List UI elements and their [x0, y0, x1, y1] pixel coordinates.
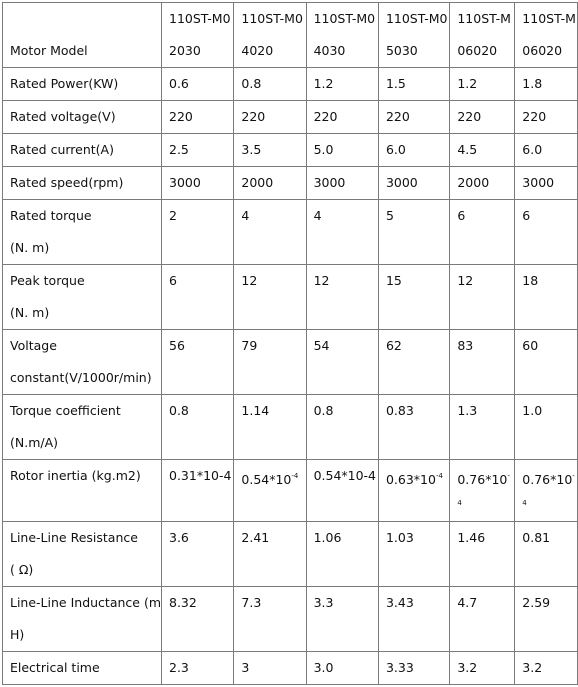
row-label: Rated speed(rpm)	[3, 167, 162, 200]
table-cell: 6	[515, 200, 578, 265]
table-cell: 220	[378, 101, 449, 134]
table-cell: 3000	[162, 167, 234, 200]
table-cell: 220	[162, 101, 234, 134]
table-cell: 1.06	[306, 522, 378, 587]
table-cell: 220	[450, 101, 515, 134]
table-cell: 12	[234, 265, 306, 330]
table-cell: 6.0	[515, 134, 578, 167]
table-cell	[234, 460, 306, 522]
table-cell: 0.81	[515, 522, 578, 587]
table-cell: 0.83	[378, 395, 449, 460]
table-cell: 1.14	[234, 395, 306, 460]
row-label	[3, 395, 162, 460]
table-cell: 3	[234, 652, 306, 685]
row-label-line2: (N. m)	[10, 305, 50, 320]
row-label: Electrical time	[3, 652, 162, 685]
table-row	[3, 265, 578, 330]
row-label-line1: Line-Line Inductance (m	[10, 595, 161, 610]
table-cell: 0.8	[306, 395, 378, 460]
table-cell: 1.0	[515, 395, 578, 460]
row-label: Rated current(A)	[3, 134, 162, 167]
header-label-cell	[3, 3, 162, 68]
table-cell: 1.03	[378, 522, 449, 587]
table-cell: 4.5	[450, 134, 515, 167]
model-name-line1: 110ST-M0	[241, 11, 303, 26]
table-row	[3, 68, 578, 101]
table-row	[3, 460, 578, 522]
table-row	[3, 101, 578, 134]
table-cell: 3.43	[378, 587, 449, 652]
table-cell: 2.41	[234, 522, 306, 587]
row-label: Rated Power(KW)	[3, 68, 162, 101]
table-cell: 1.3	[450, 395, 515, 460]
model-name-line1: 110ST-M	[522, 11, 576, 26]
motor-spec-table	[2, 2, 578, 685]
table-row	[3, 134, 578, 167]
table-cell: 83	[450, 330, 515, 395]
model-header-cell	[515, 3, 578, 68]
table-cell: 1.46	[450, 522, 515, 587]
table-row	[3, 167, 578, 200]
row-label-line2: H)	[10, 627, 25, 642]
inertia-value: 0.31*10-4	[169, 468, 232, 483]
row-label-line1: Torque coefficient	[10, 403, 121, 418]
model-name-line1: 110ST-M0	[169, 11, 231, 26]
table-cell: 3000	[378, 167, 449, 200]
table-cell: 7.3	[234, 587, 306, 652]
table-cell	[162, 460, 234, 522]
table-cell: 3.2	[515, 652, 578, 685]
row-label-line2: (N.m/A)	[10, 435, 59, 450]
table-cell: 3.6	[162, 522, 234, 587]
row-label	[3, 587, 162, 652]
table-row	[3, 330, 578, 395]
model-name-line2: 2030	[169, 43, 201, 58]
table-cell: 220	[306, 101, 378, 134]
row-label	[3, 265, 162, 330]
table-cell	[378, 460, 449, 522]
table-cell: 2.59	[515, 587, 578, 652]
table-cell: 3000	[515, 167, 578, 200]
model-name-line1: 110ST-M0	[313, 11, 376, 26]
table-cell	[450, 460, 515, 522]
table-row	[3, 200, 578, 265]
table-cell: 0.6	[162, 68, 234, 101]
table-cell: 1.2	[450, 68, 515, 101]
inertia-exponent-wrap: 4	[522, 499, 527, 507]
table-cell: 0.8	[162, 395, 234, 460]
model-header-cell	[306, 3, 378, 68]
table-cell: 5.0	[306, 134, 378, 167]
table-cell: 8.32	[162, 587, 234, 652]
header-label: Motor Model	[10, 43, 88, 58]
table-cell: 2.5	[162, 134, 234, 167]
table-cell: 6	[162, 265, 234, 330]
row-label	[3, 522, 162, 587]
table-cell: 3000	[306, 167, 378, 200]
table-cell: 2.3	[162, 652, 234, 685]
table-cell: 62	[378, 330, 449, 395]
inertia-value: 0.63*10	[385, 472, 436, 487]
table-cell: 220	[234, 101, 306, 134]
row-label-line1: Line-Line Resistance	[10, 530, 138, 545]
row-label-line2: (N. m)	[10, 240, 50, 255]
model-name-line1: 110ST-M	[457, 11, 511, 26]
table-cell: 4	[234, 200, 306, 265]
inertia-value: 0.54*10-4	[313, 468, 377, 483]
table-cell: 79	[234, 330, 306, 395]
inertia-exponent: -	[507, 472, 510, 480]
table-cell: 3.2	[450, 652, 515, 685]
table-cell: 3.5	[234, 134, 306, 167]
table-cell: 15	[378, 265, 449, 330]
table-cell: 12	[306, 265, 378, 330]
inertia-value: 0.76*10	[457, 472, 508, 487]
table-cell: 4	[306, 200, 378, 265]
model-name-line2: 06020	[457, 43, 498, 58]
table-cell: 4.7	[450, 587, 515, 652]
row-label	[3, 200, 162, 265]
row-label-line1: Rated torque	[10, 208, 92, 223]
inertia-value: 0.54*10	[241, 472, 292, 487]
table-cell: 18	[515, 265, 578, 330]
table-cell: 3.0	[306, 652, 378, 685]
inertia-value: 0.76*10	[522, 472, 573, 487]
table-cell: 0.8	[234, 68, 306, 101]
table-cell: 2000	[450, 167, 515, 200]
table-row	[3, 652, 578, 685]
table-cell: 1.8	[515, 68, 578, 101]
row-label-line1: Voltage	[10, 338, 57, 353]
table-cell: 3.3	[306, 587, 378, 652]
table-cell: 220	[515, 101, 578, 134]
inertia-exponent: -4	[435, 472, 443, 480]
row-label-line1: Peak torque	[10, 273, 85, 288]
inertia-exponent-wrap: 4	[457, 499, 462, 507]
table-row	[3, 522, 578, 587]
table-cell	[306, 460, 378, 522]
model-name-line2: 4030	[313, 43, 346, 58]
row-label: Rated voltage(V)	[3, 101, 162, 134]
table-cell: 12	[450, 265, 515, 330]
table-cell: 6.0	[378, 134, 449, 167]
table-cell: 2	[162, 200, 234, 265]
model-name-line2: 06020	[522, 43, 563, 58]
table-cell: 5	[378, 200, 449, 265]
row-label	[3, 330, 162, 395]
table-cell: 6	[450, 200, 515, 265]
model-name-line1: 110ST-M0	[385, 11, 448, 26]
table-row	[3, 395, 578, 460]
row-label-line2: ( Ω)	[10, 562, 34, 577]
row-label-line2: constant(V/1000r/min)	[10, 370, 152, 385]
table-cell: 2000	[234, 167, 306, 200]
inertia-exponent: -	[572, 472, 575, 480]
inertia-exponent: -4	[291, 472, 299, 480]
table-cell: 54	[306, 330, 378, 395]
table-cell: 1.2	[306, 68, 378, 101]
table-cell	[515, 460, 578, 522]
model-name-line2: 5030	[385, 43, 418, 58]
model-header-cell	[234, 3, 306, 68]
row-label: Rotor inertia (kg.m2)	[3, 460, 162, 522]
table-cell: 56	[162, 330, 234, 395]
table-header-row	[3, 3, 578, 68]
table-cell: 60	[515, 330, 578, 395]
model-header-cell	[378, 3, 449, 68]
table-row	[3, 587, 578, 652]
table-cell: 3.33	[378, 652, 449, 685]
model-header-cell	[162, 3, 234, 68]
model-name-line2: 4020	[241, 43, 274, 58]
table-cell: 1.5	[378, 68, 449, 101]
model-header-cell	[450, 3, 515, 68]
